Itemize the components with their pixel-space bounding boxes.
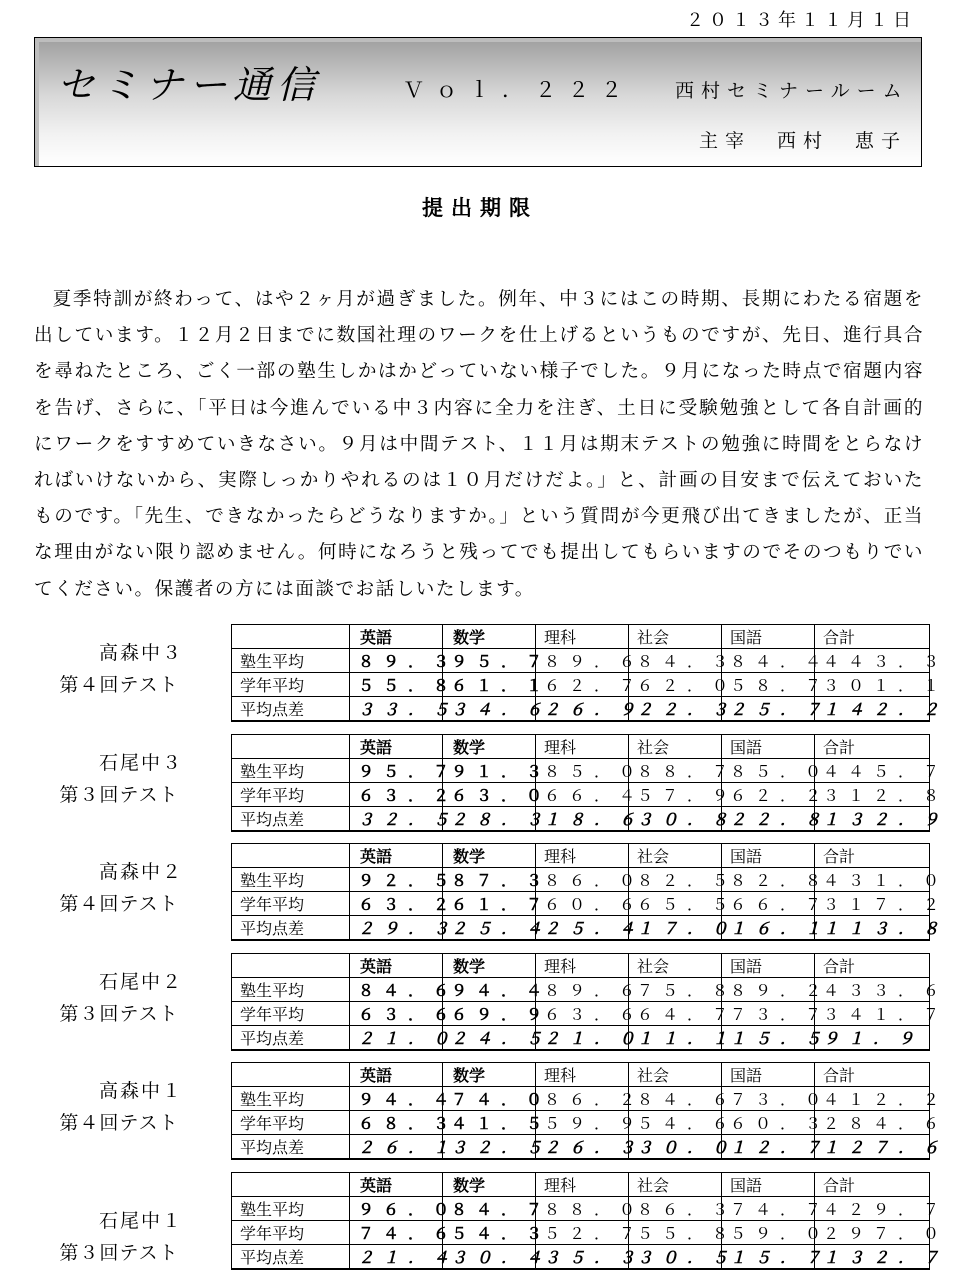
- score-cell: ２５．４: [443, 916, 536, 941]
- score-cell: ８４．６: [629, 1087, 722, 1111]
- score-cell: ２９．３: [350, 916, 443, 941]
- score-table: [231, 1172, 949, 1270]
- test-name: 第４回テスト: [59, 893, 179, 915]
- table-header-row: [232, 1063, 930, 1087]
- column-header: 理科: [536, 1173, 629, 1197]
- score-cell: ８７．３: [443, 868, 536, 892]
- score-cell: ９１．９: [815, 1026, 930, 1051]
- score-cell: １３２．７: [815, 1245, 930, 1270]
- score-cell: ２６．１: [350, 1135, 443, 1160]
- score-cell: ２１．０: [536, 1026, 629, 1051]
- column-header: 国語: [722, 844, 815, 868]
- score-cell: ５７．９: [629, 783, 722, 807]
- score-cell: ９２．５: [350, 868, 443, 892]
- row-label: 塾生平均: [232, 1087, 350, 1111]
- score-cell: ６２．０: [629, 673, 722, 697]
- school-name: 高森中１: [98, 1080, 183, 1102]
- table-row: [232, 916, 930, 941]
- table-row: [232, 1002, 930, 1026]
- column-header: 数学: [443, 1173, 536, 1197]
- column-header: 英語: [350, 625, 443, 649]
- table-row: [232, 1221, 930, 1245]
- score-cell: ８５．０: [536, 759, 629, 783]
- column-header: 合計: [815, 625, 930, 649]
- table-row: [232, 1087, 930, 1111]
- score-cell: ４４５．７: [815, 759, 930, 783]
- score-cell: ６３．６: [350, 1002, 443, 1026]
- score-cell: ２５．４: [536, 916, 629, 941]
- table-row: [232, 1197, 930, 1221]
- score-cell: ４１２．２: [815, 1087, 930, 1111]
- row-label: 平均点差: [232, 807, 350, 832]
- score-cell: ９６．０: [350, 1197, 443, 1221]
- test-name: 第４回テスト: [59, 1112, 179, 1134]
- score-cell: ６５．５: [629, 892, 722, 916]
- column-header: 数学: [443, 735, 536, 759]
- column-header: 国語: [722, 735, 815, 759]
- row-label: 平均点差: [232, 1026, 350, 1051]
- score-cell: ２９７．０: [815, 1221, 930, 1245]
- score-cell: ７４．６: [350, 1221, 443, 1245]
- score-cell: ２６．９: [536, 697, 629, 722]
- score-cell: １７．０: [629, 916, 722, 941]
- score-cell: ８２．５: [629, 868, 722, 892]
- column-header: [232, 735, 350, 759]
- score-cell: ９５．７: [350, 759, 443, 783]
- table-row: [232, 868, 930, 892]
- score-cell: ５８．７: [722, 673, 815, 697]
- score-table: [231, 734, 949, 832]
- score-cell: ８６．２: [536, 1087, 629, 1111]
- column-header: 国語: [722, 1063, 815, 1087]
- table-row: [232, 783, 930, 807]
- table-header-row: [232, 1173, 930, 1197]
- column-header: [232, 954, 350, 978]
- score-cell: ３１２．８: [815, 783, 930, 807]
- score-cell: ８４．７: [443, 1197, 536, 1221]
- column-header: 英語: [350, 1173, 443, 1197]
- column-header: 英語: [350, 844, 443, 868]
- score-cell: ７５．８: [629, 978, 722, 1002]
- score-cell: ６６．４: [536, 783, 629, 807]
- score-cell: ８８．０: [536, 1197, 629, 1221]
- column-header: 英語: [350, 735, 443, 759]
- score-block: [0, 953, 960, 1057]
- school-name: 高森中３: [98, 642, 183, 664]
- column-header: 理科: [536, 1063, 629, 1087]
- score-cell: １２．７: [722, 1135, 815, 1160]
- score-cell: １８．６: [536, 807, 629, 832]
- row-label: 平均点差: [232, 1135, 350, 1160]
- score-block: [0, 1062, 960, 1166]
- score-cell: ９１．３: [443, 759, 536, 783]
- score-block: [0, 624, 960, 728]
- score-cell: ３０．４: [443, 1245, 536, 1270]
- score-cell: ８２．８: [722, 868, 815, 892]
- row-label: 塾生平均: [232, 868, 350, 892]
- table-row: [232, 673, 930, 697]
- row-label: 学年平均: [232, 892, 350, 916]
- newsletter-header: [34, 37, 922, 167]
- table-row: [232, 807, 930, 832]
- column-header: 合計: [815, 1063, 930, 1087]
- table-row: [232, 1245, 930, 1270]
- table-row: [232, 1135, 930, 1160]
- score-cell: １６．１: [722, 916, 815, 941]
- score-cell: ６９．９: [443, 1002, 536, 1026]
- score-cell: ８４．６: [350, 978, 443, 1002]
- table-row: [232, 759, 930, 783]
- row-label: 平均点差: [232, 697, 350, 722]
- row-label: 学年平均: [232, 1111, 350, 1135]
- score-cell: ３３．５: [350, 697, 443, 722]
- volume-number: Ｖｏｌ．２２２: [403, 78, 634, 102]
- column-header: 理科: [536, 735, 629, 759]
- row-label: 学年平均: [232, 673, 350, 697]
- host-name: 主宰 西村 恵子: [699, 130, 908, 152]
- score-cell: ６３．６: [536, 1002, 629, 1026]
- score-table: [231, 1062, 949, 1160]
- score-cell: ６１．７: [443, 892, 536, 916]
- table-header-row: [232, 735, 930, 759]
- score-cell: ３２．５: [350, 807, 443, 832]
- score-cell: ３０．８: [629, 807, 722, 832]
- row-label: 学年平均: [232, 1221, 350, 1245]
- score-cell: １３２．９: [815, 807, 930, 832]
- score-cell: ６２．２: [722, 783, 815, 807]
- school-name: 石尾中２: [98, 971, 183, 993]
- score-cell: ３４１．７: [815, 1002, 930, 1026]
- score-cell: ５４．６: [629, 1111, 722, 1135]
- score-cell: ５５．８: [350, 673, 443, 697]
- score-cell: ７３．７: [722, 1002, 815, 1026]
- column-header: 合計: [815, 844, 930, 868]
- score-cell: ３０．０: [629, 1135, 722, 1160]
- column-header: 数学: [443, 1063, 536, 1087]
- score-cell: １５．７: [722, 1245, 815, 1270]
- score-cell: ９４．４: [350, 1087, 443, 1111]
- score-cell: ３５．３: [536, 1245, 629, 1270]
- issue-date: ２０１３年１１月１日: [686, 10, 916, 31]
- score-cell: ５４．３: [443, 1221, 536, 1245]
- newsletter-title: セミナー通信: [57, 63, 322, 107]
- column-header: 英語: [350, 954, 443, 978]
- score-table: [231, 953, 949, 1051]
- score-cell: ７３．０: [722, 1087, 815, 1111]
- score-block: [0, 1172, 960, 1276]
- column-header: 社会: [629, 1063, 722, 1087]
- score-cell: ６２．７: [536, 673, 629, 697]
- score-cell: ７４．０: [443, 1087, 536, 1111]
- column-header: 数学: [443, 844, 536, 868]
- column-header: 社会: [629, 1173, 722, 1197]
- score-cell: ９４．４: [443, 978, 536, 1002]
- article-body: 夏季特訓が終わって、はや２ヶ月が過ぎました。例年、中３にはこの時期、長期にわたる宿題を出しています。１２月２日までに数国社理のワークを仕上げるというものですが、先日、進行具合を尋ねたところ、ごく一部の塾生しかはかどっていない様子でした。９月になった時点で宿題内容を告げ、さらに、「平日は今進んでいる中３内容に全力を注ぎ、土日に受験勉強として各自計画的にワークをすすめていきなさい。９月は中間テスト、１１月は期末テストの勉強に時間をとらなければいけないから、実際しっかりやれるのは１０月だけだよ。」と、計画の目安まで伝えておいたものです。「先生、できなかったらどうなりますか。」という質問が今更飛び出てきましたが、正当な理由がない限り認めません。何時になろうと残ってでも提出してもらいますのでそのつもりでいてください。保護者の方には面談でお話しいたします。: [34, 289, 924, 600]
- score-cell: ６３．０: [443, 783, 536, 807]
- score-cell: ５２．７: [536, 1221, 629, 1245]
- table-row: [232, 1026, 930, 1051]
- column-header: 合計: [815, 735, 930, 759]
- score-cell: ８５．０: [722, 759, 815, 783]
- score-cell: ９５．７: [443, 649, 536, 673]
- score-cell: ６４．７: [629, 1002, 722, 1026]
- test-name: 第３回テスト: [59, 1242, 179, 1264]
- score-cell: ６０．６: [536, 892, 629, 916]
- row-label: 平均点差: [232, 1245, 350, 1270]
- score-cell: ２８．３: [443, 807, 536, 832]
- score-cell: ３０．５: [629, 1245, 722, 1270]
- column-header: [232, 1173, 350, 1197]
- score-cell: ５５．８: [629, 1221, 722, 1245]
- row-label: 学年平均: [232, 1002, 350, 1026]
- score-cell: ２１．４: [350, 1245, 443, 1270]
- column-header: 国語: [722, 954, 815, 978]
- section-heading: 提出期限: [422, 195, 538, 220]
- column-header: 社会: [629, 625, 722, 649]
- score-cell: ４２９．７: [815, 1197, 930, 1221]
- score-cell: ８８．７: [629, 759, 722, 783]
- column-header: 国語: [722, 625, 815, 649]
- school-name: 高森中２: [98, 861, 183, 883]
- score-cell: １４２．２: [815, 697, 930, 722]
- test-name: 第３回テスト: [59, 1003, 179, 1025]
- column-header: 数学: [443, 954, 536, 978]
- score-cell: ３４．６: [443, 697, 536, 722]
- score-cell: １２７．６: [815, 1135, 930, 1160]
- column-header: 社会: [629, 954, 722, 978]
- column-header: 理科: [536, 625, 629, 649]
- score-cell: １１３．８: [815, 916, 930, 941]
- table-row: [232, 697, 930, 722]
- score-cell: ５９．９: [536, 1111, 629, 1135]
- score-table: [231, 624, 949, 722]
- row-label: 塾生平均: [232, 1197, 350, 1221]
- column-header: 理科: [536, 954, 629, 978]
- score-block: [0, 734, 960, 838]
- score-cell: ２６．３: [536, 1135, 629, 1160]
- score-cell: ６３．２: [350, 783, 443, 807]
- score-cell: ２５．７: [722, 697, 815, 722]
- score-cell: ８９．６: [536, 978, 629, 1002]
- test-name: 第４回テスト: [59, 674, 179, 696]
- score-cell: ２８４．６: [815, 1111, 930, 1135]
- row-label: 平均点差: [232, 916, 350, 941]
- score-cell: ３２．５: [443, 1135, 536, 1160]
- score-cell: １５．５: [722, 1026, 815, 1051]
- column-header: 理科: [536, 844, 629, 868]
- table-row: [232, 1111, 930, 1135]
- column-header: [232, 844, 350, 868]
- school-name: 石尾中３: [98, 752, 183, 774]
- score-cell: ２２．３: [629, 697, 722, 722]
- score-cell: ４４３．３: [815, 649, 930, 673]
- score-cell: ８９．６: [536, 649, 629, 673]
- column-header: 国語: [722, 1173, 815, 1197]
- row-label: 塾生平均: [232, 759, 350, 783]
- score-cell: ６１．１: [443, 673, 536, 697]
- score-cell: ８４．４: [722, 649, 815, 673]
- column-header: 合計: [815, 1173, 930, 1197]
- row-label: 塾生平均: [232, 978, 350, 1002]
- test-name: 第３回テスト: [59, 784, 179, 806]
- score-cell: ２４．５: [443, 1026, 536, 1051]
- organization-name: 西村セミナールーム: [675, 80, 909, 102]
- row-label: 学年平均: [232, 783, 350, 807]
- column-header: 社会: [629, 844, 722, 868]
- table-row: [232, 892, 930, 916]
- score-cell: ８９．２: [722, 978, 815, 1002]
- score-cell: ６０．３: [722, 1111, 815, 1135]
- column-header: 社会: [629, 735, 722, 759]
- score-cell: ４３３．６: [815, 978, 930, 1002]
- column-header: 合計: [815, 954, 930, 978]
- score-cell: ３０１．１: [815, 673, 930, 697]
- column-header: [232, 1063, 350, 1087]
- school-name: 石尾中１: [98, 1210, 183, 1232]
- score-cell: ６６．７: [722, 892, 815, 916]
- score-cell: ３１７．２: [815, 892, 930, 916]
- column-header: [232, 625, 350, 649]
- score-cell: ７４．７: [722, 1197, 815, 1221]
- score-cell: ２２．８: [722, 807, 815, 832]
- score-cell: ５９．０: [722, 1221, 815, 1245]
- score-block: [0, 843, 960, 947]
- table-header-row: [232, 954, 930, 978]
- table-row: [232, 649, 930, 673]
- table-row: [232, 978, 930, 1002]
- table-header-row: [232, 625, 930, 649]
- score-cell: ４３１．０: [815, 868, 930, 892]
- score-cell: ８６．３: [629, 1197, 722, 1221]
- score-cell: ６８．３: [350, 1111, 443, 1135]
- score-cell: ８６．０: [536, 868, 629, 892]
- column-header: 英語: [350, 1063, 443, 1087]
- score-cell: ６３．２: [350, 892, 443, 916]
- table-header-row: [232, 844, 930, 868]
- score-cell: ８４．３: [629, 649, 722, 673]
- score-cell: ８９．３: [350, 649, 443, 673]
- score-table: [231, 843, 949, 941]
- score-cell: １１．１: [629, 1026, 722, 1051]
- score-cell: ４１．５: [443, 1111, 536, 1135]
- score-cell: ２１．０: [350, 1026, 443, 1051]
- column-header: 数学: [443, 625, 536, 649]
- row-label: 塾生平均: [232, 649, 350, 673]
